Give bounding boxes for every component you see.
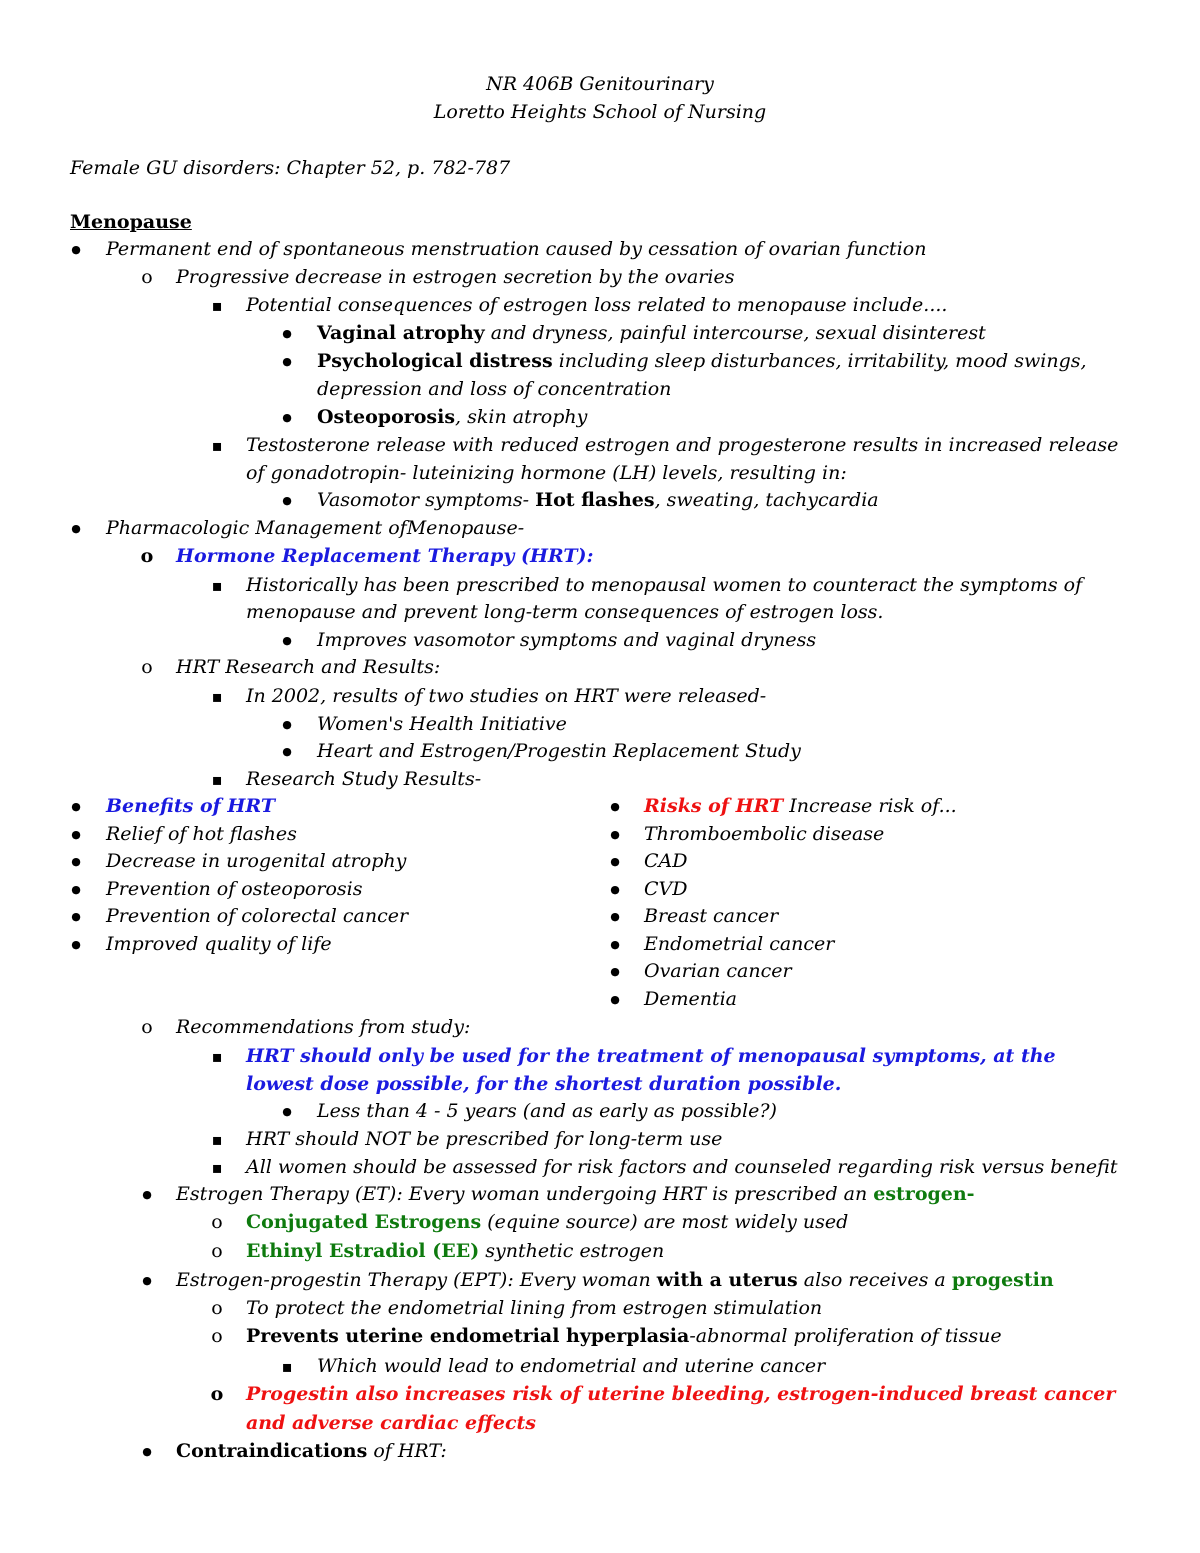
bullet-icon xyxy=(273,627,301,657)
list-item: Vaginal atrophy and dryness, painful intercourse, sexual disinterest xyxy=(317,322,986,344)
list-item: To protect the endometrial lining from estrogen stimulation xyxy=(246,1297,823,1319)
list-item: All women should be assessed for risk factors and counseled regarding risk versus benefit xyxy=(246,1156,1118,1178)
list-item-continuation: menopause and prevent long-term consequences of estrogen loss. xyxy=(246,601,884,623)
bullet-icon xyxy=(601,793,629,823)
list-item: Psychological distress including sleep disturbances, irritability, mood swings, xyxy=(317,350,1087,372)
bullet-icon xyxy=(273,1098,301,1128)
bullet-icon xyxy=(62,848,90,878)
bullet-icon xyxy=(203,1043,231,1071)
bullet-icon xyxy=(273,348,301,378)
bullet-icon xyxy=(133,543,161,571)
school-name: Loretto Heights School of Nursing xyxy=(433,101,767,123)
bullet-icon xyxy=(203,1295,231,1323)
bullet-icon xyxy=(203,432,231,460)
risk-item: CVD xyxy=(644,878,688,900)
bullet-icon xyxy=(62,515,90,545)
bullet-icon xyxy=(601,876,629,906)
list-item: Pharmacologic Management ofMenopause- xyxy=(106,517,525,539)
list-item: Testosterone release with reduced estrogen and progesterone results in increased release xyxy=(246,434,1119,456)
bullet-icon xyxy=(203,292,231,320)
benefit-item: Prevention of osteoporosis xyxy=(106,878,363,900)
bullet-icon xyxy=(273,738,301,768)
bullet-icon xyxy=(133,1438,161,1468)
bullet-icon xyxy=(133,264,161,292)
benefit-item: Decrease in urogenital atrophy xyxy=(106,850,407,872)
bullet-icon xyxy=(62,793,90,823)
warning-text-continuation: and adverse cardiac effects xyxy=(246,1412,536,1434)
bullet-icon xyxy=(62,931,90,961)
bullet-icon xyxy=(203,766,231,794)
list-item: Prevents uterine endometrial hyperplasia-abnormal proliferation of tissue xyxy=(246,1325,1002,1347)
bullet-icon xyxy=(601,903,629,933)
bullet-icon xyxy=(273,320,301,350)
list-item: Contraindications of HRT: xyxy=(176,1440,447,1462)
bullet-icon xyxy=(133,1267,161,1297)
bullet-icon xyxy=(273,711,301,741)
list-item: HRT should NOT be prescribed for long-term use xyxy=(246,1128,723,1150)
list-item: Less than 4 - 5 years (and as early as possible?) xyxy=(317,1100,777,1122)
list-item: Improves vasomotor symptoms and vaginal dryness xyxy=(317,629,817,651)
list-item: Estrogen-progestin Therapy (EPT): Every woman with a uterus also receives a progestin xyxy=(176,1269,1054,1291)
bullet-icon xyxy=(203,1209,231,1237)
bullet-icon xyxy=(133,1181,161,1211)
bullet-icon xyxy=(273,1353,301,1381)
bullet-icon xyxy=(62,903,90,933)
bullet-icon xyxy=(203,1323,231,1351)
list-item: Potential consequences of estrogen loss related to menopause include.... xyxy=(246,294,948,316)
bullet-icon xyxy=(273,404,301,434)
list-item: In 2002, results of two studies on HRT were released- xyxy=(246,685,767,707)
bullet-icon xyxy=(203,1126,231,1154)
bullet-icon xyxy=(203,1238,231,1266)
benefits-title: Benefits of HRT xyxy=(106,795,275,817)
list-item: Recommendations from study: xyxy=(176,1016,471,1038)
bullet-icon xyxy=(203,1381,231,1409)
list-item: Progressive decrease in estrogen secretion by the ovaries xyxy=(176,266,735,288)
list-item: Women's Health Initiative xyxy=(317,713,567,735)
list-item: Ethinyl Estradiol (EE) synthetic estrogen xyxy=(246,1240,665,1262)
bullet-icon xyxy=(601,986,629,1016)
bullet-icon xyxy=(133,1014,161,1042)
list-item: Estrogen Therapy (ET): Every woman undergoing HRT is prescribed an estrogen- xyxy=(176,1183,975,1205)
hrt-heading: Hormone Replacement Therapy (HRT): xyxy=(176,545,594,567)
list-item: Vasomotor symptoms- Hot flashes, sweating, tachycardia xyxy=(317,489,879,511)
list-item: HRT Research and Results: xyxy=(176,656,441,678)
warning-text: Progestin also increases risk of uterine bleeding, estrogen-induced breast cancer xyxy=(246,1383,1116,1405)
bullet-icon xyxy=(133,654,161,682)
course-title: NR 406B Genitourinary xyxy=(486,73,714,95)
section-title: Menopause xyxy=(70,211,192,233)
recommendation-text-continuation: lowest dose possible, for the shortest duration possible. xyxy=(246,1073,842,1095)
bullet-icon xyxy=(203,1154,231,1182)
bullet-icon xyxy=(601,958,629,988)
risks-title: Risks of HRT Increase risk of... xyxy=(644,795,957,817)
risk-item: Breast cancer xyxy=(644,905,779,927)
list-item-continuation: depression and loss of concentration xyxy=(317,378,672,400)
bullet-icon xyxy=(601,848,629,878)
bullet-icon xyxy=(601,821,629,851)
risk-item: Thromboembolic disease xyxy=(644,823,885,845)
bullet-icon xyxy=(601,931,629,961)
bullet-icon xyxy=(203,572,231,600)
list-item-continuation: of gonadotropin- luteinizing hormone (LH) levels, resulting in: xyxy=(246,462,847,484)
bullet-icon xyxy=(203,683,231,711)
bullet-icon xyxy=(62,821,90,851)
chapter-reference: Female GU disorders: Chapter 52, p. 782-787 xyxy=(70,157,511,179)
risk-item: Ovarian cancer xyxy=(644,960,792,982)
benefit-item: Relief of hot flashes xyxy=(106,823,297,845)
recommendation-text: HRT should only be used for the treatment of menopausal symptoms, at the xyxy=(246,1045,1056,1067)
risk-item: Endometrial cancer xyxy=(644,933,835,955)
list-item: Research Study Results- xyxy=(246,768,482,790)
list-item: Permanent end of spontaneous menstruation caused by cessation of ovarian function xyxy=(106,238,927,260)
list-item: Conjugated Estrogens (equine source) are most widely used xyxy=(246,1211,849,1233)
list-item: Which would lead to endometrial and uterine cancer xyxy=(317,1355,826,1377)
list-item: Osteoporosis, skin atrophy xyxy=(317,406,588,428)
bullet-icon xyxy=(62,876,90,906)
list-item: Heart and Estrogen/Progestin Replacement Study xyxy=(317,740,801,762)
risk-item: Dementia xyxy=(644,988,738,1010)
benefit-item: Prevention of colorectal cancer xyxy=(106,905,409,927)
bullet-icon xyxy=(273,487,301,517)
list-item: Historically has been prescribed to menopausal women to counteract the symptoms of xyxy=(246,574,1083,596)
risk-item: CAD xyxy=(644,850,688,872)
bullet-icon xyxy=(62,236,90,266)
benefit-item: Improved quality of life xyxy=(106,933,332,955)
